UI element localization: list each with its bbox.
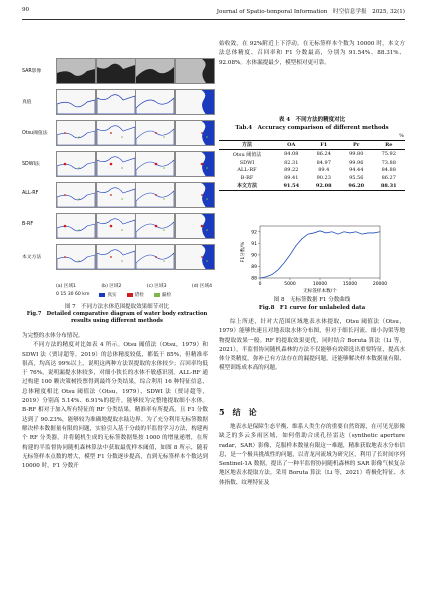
figure-8-caption-cn: 图 8 无标签数据 F1 分数曲线	[273, 297, 351, 303]
figure-8	[238, 222, 388, 292]
figure-7-row-label: ALL-RF	[22, 191, 39, 196]
legend-false: 错检	[127, 292, 144, 298]
table-cell: 89.4	[318, 167, 330, 174]
table-header: Pr	[353, 141, 360, 148]
error-marker	[155, 225, 158, 228]
figure-7-legend	[22, 283, 212, 298]
legend-miss: 漏检	[154, 292, 171, 298]
figure-7-panel	[175, 89, 215, 115]
figure-7-panel	[175, 120, 215, 146]
figure-7-panel	[96, 244, 136, 270]
error-marker	[64, 163, 67, 166]
figure-8-caption	[219, 296, 405, 312]
table-header: F1	[320, 141, 328, 148]
water-body-shape	[57, 100, 95, 114]
table-unit: %	[399, 132, 404, 139]
figure-7-panel	[175, 213, 215, 239]
paragraph-right-2: 综上所述，针对大范围区域地表水体提取，Otsu 阈值法（Otsu，1979）能够快速且对地表取水体分布图，但对于细长河流、细小沟渠等地物提取效果一般。RF 的提取效果更优，同时结合 Boruta 算法（Li 等，2021），半监督协同随机森林的方法不仅能够有效筛选出重要特征，提高水体分类精度，弥补已有方法存在的漏提问题，还能够解决样本数据量有限、模型训练成本高的问题。	[219, 319, 405, 372]
table-cell: 84.08	[284, 151, 299, 158]
error-marker	[155, 256, 157, 258]
x-tick-label: 10000	[312, 282, 328, 287]
f1-curve-chart	[238, 222, 388, 294]
paragraph-right-1: 始收敛，在 92%附近上下浮动。在无标签样本个数为 10000 时，本文方法总体精度、召回率和 F1 分数最高，分别为 91.54%、88.31%、92.08%。水体漏提最少，模型相对更可靠。	[219, 41, 405, 66]
table-cell: 本文方法	[237, 183, 258, 190]
figure-7-panel	[56, 58, 96, 84]
error-marker	[155, 194, 157, 196]
water-body-shape	[97, 250, 135, 269]
water-body-shape	[97, 64, 135, 83]
error-marker	[109, 225, 112, 228]
table-header: Re	[385, 141, 393, 148]
table-cell: 99.80	[349, 151, 364, 158]
page-number: 90	[22, 7, 30, 13]
water-body-shape	[57, 69, 95, 83]
legend-true: 真实	[99, 292, 116, 298]
error-marker	[201, 256, 203, 258]
miss-marker	[78, 198, 80, 200]
table-cell: 99.96	[349, 159, 364, 166]
water-body-shape	[57, 162, 95, 176]
table-4-title-cn: 表 4 不同方法的精度对比	[278, 117, 346, 123]
figure-7-row-label: Otsu阈值法	[22, 131, 48, 136]
error-marker	[201, 132, 203, 134]
water-body-shape	[136, 129, 174, 145]
miss-marker	[163, 198, 165, 200]
x-tick-label: 0	[258, 282, 262, 287]
error-marker	[64, 225, 67, 228]
y-tick-label: 91	[251, 241, 257, 247]
header-rule	[22, 19, 405, 20]
figure-7-panel	[175, 182, 215, 208]
water-body-shape	[202, 245, 214, 269]
miss-marker	[206, 136, 208, 138]
miss-marker	[121, 167, 123, 169]
y-tick-label: 88	[251, 276, 257, 282]
table-cell: 75.92	[381, 151, 396, 158]
figure-7-panel	[96, 58, 136, 84]
col-label-c: (c) 区域3	[146, 284, 167, 289]
table-cell: Otsu 阈值法	[232, 151, 262, 158]
section-heading: 5 结 论	[219, 407, 257, 417]
legend-swatch-miss	[154, 293, 160, 297]
error-marker	[155, 163, 158, 166]
figure-7-panel	[135, 244, 175, 270]
water-body-shape	[136, 98, 174, 114]
table-cell: 89.22	[284, 167, 299, 174]
table-cell: 86.24	[316, 151, 331, 158]
miss-marker	[121, 260, 123, 262]
table-row	[219, 174, 405, 182]
water-body-shape	[97, 157, 135, 176]
paragraph-right-3: 地表水是保障生态平衡、维系人类生存的重要自然资源，在可见光影像缺乏的多云多雨区域，如何借助合成孔径雷达（synthetic aperture radar，SAR）影像，克服样本数量有限这一难题，精准获取地表水分布信息，是一个极具挑战性的问题，以青龙河流域为研究区，利用了长时间序列 Sentinel-1A 数据，提出了一种半监督协同随机森林的 SAR 影像气候复杂地区地表水提取方法。采用 Boruta 算法（Li 等，2021）将极化特征、水体指数、纹理特征及	[219, 424, 405, 486]
col-label-b: (b) 区域2	[101, 284, 122, 289]
figure-7-panel	[56, 244, 96, 270]
figure-7-panel	[135, 89, 175, 115]
water-body-shape	[97, 188, 135, 207]
paragraph-1: 为完整的水体分布情况。	[22, 333, 84, 339]
water-body-shape	[57, 255, 95, 269]
figure-7-row-label: 本文方法	[22, 255, 42, 260]
figure-7-panel	[135, 182, 175, 208]
water-body-shape	[57, 131, 95, 145]
table-cell: 82.31	[284, 159, 299, 166]
figure-7-panel	[96, 182, 136, 208]
right-column-text	[219, 318, 405, 374]
error-marker	[109, 163, 112, 166]
legend-swatch-false	[127, 293, 133, 297]
figure-7-caption-en: Fig.7 Detailed comparative diagram of water body extraction results using different methods	[26, 311, 208, 324]
miss-marker	[206, 260, 208, 262]
y-tick-label: 90	[251, 253, 257, 259]
water-body-shape	[202, 214, 214, 238]
table-cell: 84.88	[381, 167, 396, 174]
f1-series-line	[260, 231, 380, 278]
water-body-shape	[57, 224, 95, 238]
error-marker	[201, 194, 203, 196]
y-tick-label: 89	[251, 264, 257, 270]
figure-7-row-label: 真值	[22, 100, 32, 105]
figure-7-panel	[56, 151, 96, 177]
water-body-shape	[136, 191, 174, 207]
miss-marker	[78, 229, 80, 231]
figure-7-caption	[22, 303, 212, 325]
miss-marker	[163, 167, 165, 169]
error-marker	[110, 194, 112, 196]
figure-7-panel	[56, 120, 96, 146]
legend-swatch-true	[99, 293, 105, 297]
table-row	[219, 159, 405, 167]
x-tick-label: 5000	[284, 282, 296, 287]
figure-7-panel	[135, 120, 175, 146]
figure-7-panel	[175, 58, 215, 84]
table-cell: 73.88	[381, 159, 396, 166]
table-4-title-en: Tab.4 Accuracy comparison of different methods	[235, 125, 389, 131]
error-marker	[110, 132, 112, 134]
figure-7-panel	[135, 151, 175, 177]
water-body-shape	[97, 126, 135, 145]
figure-7-panel	[135, 213, 175, 239]
water-body-shape	[202, 152, 214, 176]
error-marker	[64, 256, 66, 258]
water-body-shape	[202, 183, 214, 207]
water-body-shape	[136, 253, 174, 269]
figure-7-panel	[96, 151, 136, 177]
x-axis-label: 无标签样本数/个	[303, 289, 337, 294]
miss-marker	[121, 198, 123, 200]
table-row	[219, 166, 405, 174]
accuracy-table	[219, 132, 405, 191]
table-cell: 90.23	[316, 174, 331, 181]
water-body-shape	[136, 160, 174, 176]
water-body-shape	[202, 121, 214, 145]
journal-title: Journal of Spatio-temporal Information 时空信息学报 2025, 32(1)	[216, 9, 405, 15]
error-marker	[64, 132, 66, 134]
figure-7-panel	[175, 244, 215, 270]
miss-marker	[206, 229, 208, 231]
table-cell: B-RF	[240, 174, 254, 181]
figure-7-panel	[96, 120, 136, 146]
water-body-shape	[136, 222, 174, 238]
table-cell: 88.31	[380, 182, 397, 189]
water-body-shape	[97, 219, 135, 238]
error-marker	[64, 194, 66, 196]
table-cell: ALL-RF	[237, 167, 257, 174]
miss-marker	[78, 260, 80, 262]
table-row	[219, 182, 405, 191]
table-row	[219, 150, 405, 159]
water-body-shape	[202, 90, 214, 114]
miss-marker	[121, 136, 123, 138]
table-cell: 84.97	[316, 159, 331, 166]
figure-7-panel	[96, 89, 136, 115]
water-body-shape	[97, 95, 135, 114]
miss-marker	[121, 229, 123, 231]
water-body-shape	[202, 59, 214, 83]
miss-marker	[163, 260, 165, 262]
table-4	[219, 116, 405, 191]
table-cell: 92.08	[315, 182, 332, 189]
figure-7-panel	[135, 58, 175, 84]
right-column-conclusion	[219, 423, 405, 593]
y-tick-label: 92	[251, 230, 257, 236]
table-cell: 96.20	[348, 182, 365, 189]
miss-marker	[163, 136, 165, 138]
table-header: OA	[287, 141, 296, 148]
figure-8-caption-en: Fig.8 F1 curve for unlabeled data	[258, 305, 366, 311]
table-cell: 91.54	[283, 182, 300, 189]
miss-marker	[78, 136, 80, 138]
figure-7-row-label: SDWI法	[22, 162, 40, 167]
error-marker	[200, 163, 203, 166]
col-label-d: (d) 区域4	[191, 284, 212, 289]
figure-7-row-label: B-RF	[22, 222, 34, 227]
table-cell: 86.27	[381, 174, 396, 181]
miss-marker	[78, 167, 80, 169]
col-label-a: (a) 区域1	[56, 284, 76, 289]
table-header: 方法	[242, 142, 253, 149]
figure-7-panel	[56, 213, 96, 239]
miss-marker	[163, 229, 165, 231]
miss-marker	[206, 198, 208, 200]
figure-7-panel	[56, 182, 96, 208]
figure-7-caption-cn: 图 7 不同方法水体范围提取效果细节对比	[64, 304, 170, 310]
x-tick-label: 15000	[342, 282, 358, 287]
table-cell: SDWI	[239, 159, 255, 166]
left-column-text	[22, 332, 208, 592]
right-column-top-text	[219, 40, 405, 68]
error-marker	[155, 132, 157, 134]
table-cell: 89.41	[284, 174, 299, 181]
error-marker	[110, 256, 112, 258]
paragraph-2: 不同方法的精度对比如表 4 所示。Otsu 阈值法（Otsu，1979）和 SDWI 法（贾诗超等，2019）的总体精度较低，都低于 85%，但精准率很高，均高达 99%以上，说明这两种方法误提取的水体较少；召回率均低于 76%，说明漏提水体较多，对细小狭长的水体不敏感识别。ALL-RF 通过构建 100 颗决策树投票得到最终分类结果，综合利用 16 种特征信息，总体精度相比 Otsu 阈值法（Otsu，1979）、SDWI 法（贾诗超等，2019）分别高 5.14%、6.91%的提升，能够较为完整地提取细小水体。B-RF 相对于加入所有特征的 RF 分类结果，精准率有所提高，且 F1 分数达到了 90.23%，能够较为准确地提取水陆边界。为了充分利用无标签数据解决样本数据量有限的问题，实验引入基于分歧的半监督学习方法，构建两个 RF 分类器，并将随机生成的无标签数据集按 1000 的增量递增，在所构建的半监督协同随机森林算法中获取最优样本阈值，如图 8 所示，随着无标签样本点数的增大，模型 F1 分数逐步提高，直到无标签样本个数达到 10000 时，F1 分数开	[22, 342, 208, 470]
table-cell: 95.56	[349, 174, 364, 181]
water-body-shape	[136, 67, 174, 83]
water-body-shape	[57, 193, 95, 207]
scale-bar: 0 15 30 60 km	[56, 292, 90, 297]
figure-7-panel	[175, 151, 215, 177]
figure-7-panel	[96, 213, 136, 239]
figure-7-row-label: SAR影像	[22, 69, 42, 74]
running-header	[22, 7, 405, 19]
figure-7-panel	[56, 89, 96, 115]
table-cell: 94.44	[349, 167, 364, 174]
y-axis-label: F1分数/%	[241, 241, 246, 263]
error-marker	[200, 225, 203, 228]
miss-marker	[206, 167, 208, 169]
x-tick-label: 20000	[372, 282, 388, 287]
